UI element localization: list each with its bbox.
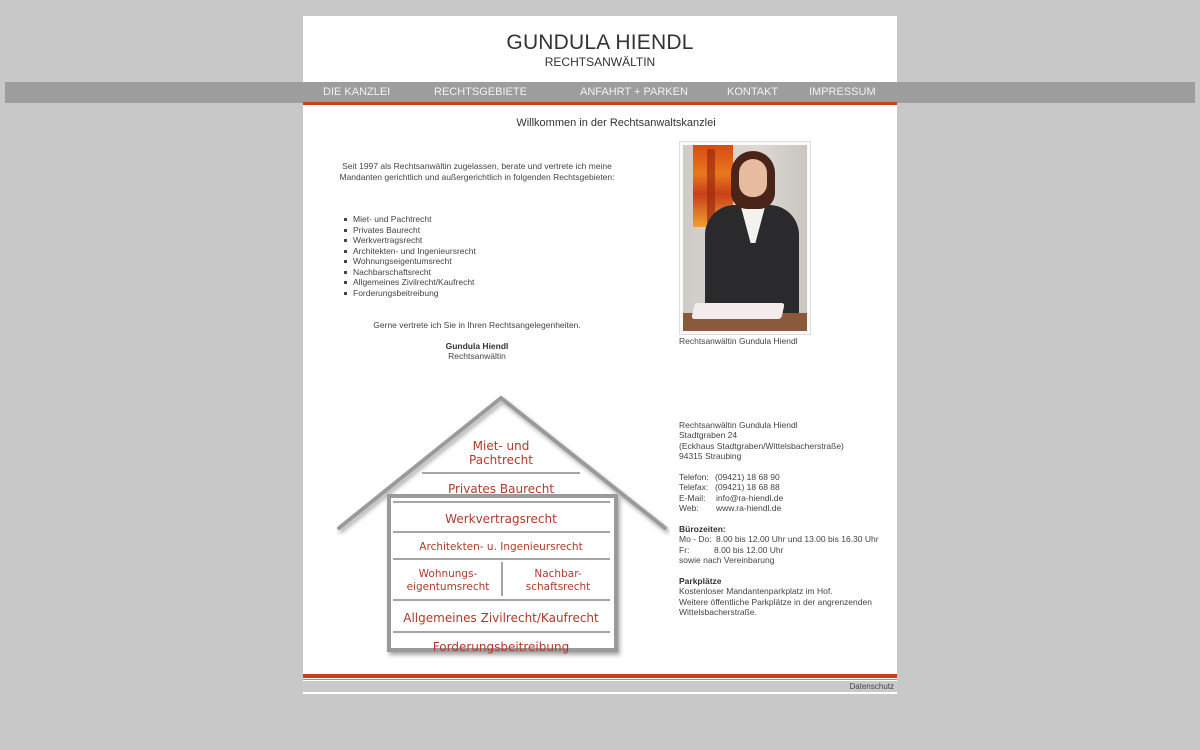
practice-areas-house-diagram [330,378,670,660]
main-navigation [5,82,1195,103]
phone-row [679,472,889,482]
parking-line-2: Weitere öffentliche Parkplätze in der angrenzenden [679,596,872,607]
hours-fr-label: Fr: [679,544,690,555]
signature-title: Rechtsanwältin [448,351,506,361]
fax-label: Telefax: [679,482,709,493]
portrait-image [683,145,807,331]
floor-label-wohnungseigentum-line1: Wohnungs- [418,568,478,580]
parking-line-1: Kostenloser Mandantenparkplatz im Hof. [679,586,833,597]
floor-label-werkvertragsrecht: Werkvertragsrecht [445,512,557,526]
nav-anfahrt-parken[interactable]: ANFAHRT + PARKEN [580,86,688,98]
list-item: Forderungsbeitreibung [353,288,476,299]
hours-mo-value: 8.00 bis 12.00 Uhr und 13.00 bis 16.30 Uhr [716,534,879,545]
floor-label-forderungsbeitreibung: Forderungsbeitreibung [432,640,570,654]
closing-text: Gerne vertrete ich Sie in Ihren Rechtsangelegenheiten. [373,320,581,330]
list-item: Allgemeines Zivilrecht/Kaufrecht [353,277,475,287]
fax-value: (09421) 18 68 88 [715,482,780,493]
nav-impressum[interactable]: IMPRESSUM [809,86,876,98]
fax-row [679,482,889,492]
hours-fr-row [679,545,889,555]
parking-title: Parkplätze [679,576,722,587]
list-item: Privates Baurecht [353,225,476,236]
contact-city: 94315 Straubing [679,451,742,462]
site-subtitle: RECHTSANWÄLTIN [544,55,656,69]
signature-name: Gundula Hiendl [445,341,509,351]
hours-note: sowie nach Vereinbarung [679,555,775,566]
portrait-photo [679,141,811,335]
contact-name: Rechtsanwältin Gundula Hiendl [679,420,798,430]
parking-line-3: Wittelsbacherstraße. [679,607,757,618]
papers-shape [691,303,784,319]
list-item: Nachbarschaftsrecht [353,267,476,278]
hours-mo-label: Mo - Do: [679,534,712,545]
floor-label-zivilrecht: Allgemeines Zivilrecht/Kaufrecht [403,611,599,625]
contact-block [679,420,889,618]
site-title: GUNDULA HIENDL [506,31,694,54]
web-row [679,503,889,513]
list-item: Architekten- und Ingenieursrecht [353,245,476,256]
floor-label-nachbarschaft-line1: Nachbar- [534,568,582,580]
hours-mo-row [679,534,889,544]
page-bottom-edge [303,692,897,694]
web-link[interactable]: www.ra-hiendl.de [716,503,782,514]
phone-label: Telefon: [679,472,709,483]
list-item: Miet- und Pachtrecht [353,214,476,225]
email-row [679,493,889,503]
hours-fr-value: 8.00 bis 12.00 Uhr [714,544,784,555]
roof-label-line1: Miet- und [472,439,530,453]
face-shape [739,159,767,197]
email-link[interactable]: info@ra-hiendl.de [716,492,784,503]
phone-value: (09421) 18 68 90 [715,472,780,483]
footer-bar [303,681,897,692]
privacy-link[interactable]: Datenschutz [849,682,894,691]
footer-accent-band [303,674,897,678]
photo-caption: Rechtsanwältin Gundula Hiendl [679,336,798,346]
nav-die-kanzlei[interactable]: DIE KANZLEI [323,86,391,98]
nav-rechtsgebiete[interactable]: RECHTSGEBIETE [434,86,527,98]
floor-label-architektenrecht: Architekten- u. Ingenieursrecht [419,541,583,553]
floor-label-wohnungseigentum-line2: eigentumsrecht [406,581,490,593]
list-item: Werkvertragsrecht [353,235,476,246]
contact-corner: (Eckhaus Stadtgraben/Wittelsbacherstraße) [679,440,844,451]
practice-areas-list [353,214,476,298]
office-hours-title: Bürozeiten: [679,524,726,535]
house-diagram-graphic [330,378,670,660]
welcome-heading: Willkommen in der Rechtsanwaltskanzlei [516,117,716,129]
email-label: E-Mail: [679,492,706,503]
roof-label-line2: Pachtrecht [469,453,533,467]
floor-label-baurecht: Privates Baurecht [447,482,555,496]
nav-kontakt[interactable]: KONTAKT [727,86,779,98]
nav-accent-line [303,102,897,105]
page-container [303,16,897,694]
intro-text: Seit 1997 als Rechtsanwältin zugelassen, berate und vertrete ich meine Mandanten gerichtlich und außergerichtlich in folgenden Rechtsgebieten: [339,161,615,182]
list-item: Wohnungseigentumsrecht [353,256,476,267]
contact-street: Stadtgraben 24 [679,430,738,441]
floor-label-nachbarschaft-line2: schaftsrecht [525,581,591,593]
web-label: Web: [679,503,699,514]
footer-accent-line [303,679,897,680]
